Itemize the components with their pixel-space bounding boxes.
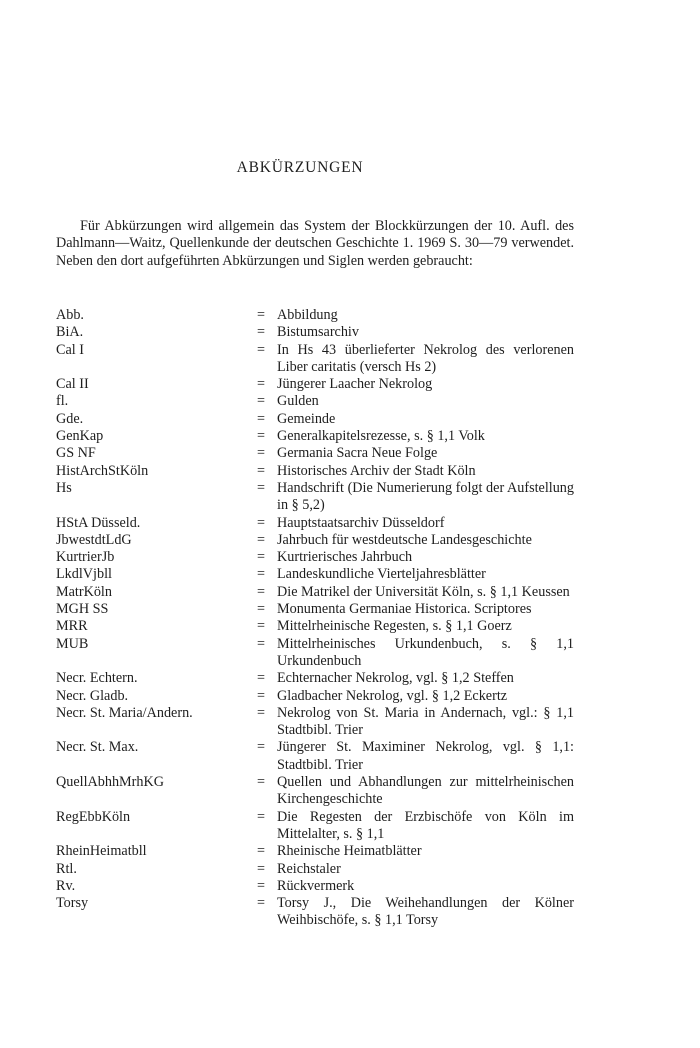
abbreviation-term: Cal I (56, 341, 84, 358)
equals-sign: = (257, 531, 266, 548)
equals-sign: = (257, 808, 266, 825)
equals-sign: = (257, 877, 266, 894)
abbreviation-term: MUB (56, 635, 89, 652)
abbreviation-term: GS NF (56, 445, 96, 462)
abbreviation-term: Abb. (56, 307, 84, 323)
abbreviation-term: Necr. Gladb. (56, 687, 129, 704)
abbreviation-definition: Mittelrheinische Regesten, s. § 1,1 Goerz (277, 618, 512, 635)
abbreviation-term: LkdlVjbll (56, 566, 112, 583)
abbreviation-term: Hs (56, 479, 72, 496)
abbreviation-definition: Gladbacher Nekrolog, vgl. § 1,2 Eckertz (277, 687, 508, 704)
equals-sign: = (257, 895, 266, 912)
list-item (56, 463, 574, 480)
list-item (56, 601, 574, 618)
list-item (56, 688, 574, 705)
equals-sign: = (257, 601, 266, 618)
equals-sign: = (257, 704, 266, 721)
abbreviation-definition: Monumenta Germaniae Historica. Scriptores (277, 601, 532, 618)
abbreviation-term: Necr. St. Max. (56, 739, 139, 756)
abbreviation-term: Necr. Echtern. (56, 670, 138, 687)
equals-sign: = (257, 739, 266, 756)
abbreviation-term: QuellAbhhMrhKG (56, 774, 164, 791)
list-item (56, 376, 574, 393)
equals-sign: = (257, 324, 266, 341)
list-item (56, 878, 574, 895)
abbreviation-term: MRR (56, 618, 88, 635)
abbreviation-definition: Handschrift (Die Numerierung folgt der Aufstellung in § 5,2) (277, 479, 574, 514)
equals-sign: = (257, 618, 266, 635)
abbreviation-definition: Gemeinde (277, 410, 336, 427)
equals-sign: = (257, 687, 266, 704)
list-item (56, 445, 574, 462)
equals-sign: = (257, 376, 266, 393)
abbreviation-term: Rtl. (56, 860, 77, 877)
list-item (56, 342, 574, 377)
abbreviation-term: Rv. (56, 877, 76, 894)
list-item (56, 307, 574, 324)
equals-sign: = (257, 843, 266, 860)
list-item (56, 532, 574, 549)
abbreviation-term: Gde. (56, 410, 84, 427)
list-item (56, 584, 574, 601)
abbreviation-term: JbwestdtLdG (56, 531, 132, 548)
equals-sign: = (257, 635, 266, 652)
abbreviation-definition: Die Regesten der Erzbischöfe von Köln im Mittelalter, s. § 1,1 (277, 808, 574, 842)
abbreviation-definition: Jüngerer St. Maximiner Nekrolog, vgl. § 1,1: Stadtbibl. Trier (277, 739, 574, 773)
equals-sign: = (257, 428, 266, 445)
equals-sign: = (257, 583, 266, 600)
abbreviation-definition: Generalkapitelsrezesse, s. § 1,1 Volk (277, 428, 485, 445)
abbreviation-definition: Kurtrierisches Jahrbuch (277, 549, 413, 566)
abbreviation-term: KurtrierJb (56, 549, 115, 566)
abbreviation-term: Torsy (56, 895, 89, 912)
abbreviation-definition: Jüngerer Laacher Nekrolog (277, 376, 433, 393)
equals-sign: = (257, 549, 266, 566)
abbreviation-definition: Quellen und Abhandlungen zur mittelrheinischen Kirchengeschichte (277, 774, 574, 808)
list-item (56, 670, 574, 687)
list-item (56, 636, 574, 671)
equals-sign: = (257, 670, 266, 687)
equals-sign: = (257, 514, 266, 531)
equals-sign: = (257, 445, 266, 462)
abbreviation-term: RegEbbKöln (56, 808, 131, 825)
abbreviation-list (56, 307, 574, 930)
abbreviation-term: GenKap (56, 428, 104, 445)
list-item (56, 809, 574, 844)
abbreviation-definition: In Hs 43 überlieferter Nekrolog des verlorenen Liber caritatis (versch Hs 2) (277, 341, 574, 375)
abbreviation-definition: Abbildung (277, 307, 338, 323)
abbreviation-term: MatrKöln (56, 583, 112, 600)
equals-sign: = (257, 774, 266, 791)
equals-sign: = (257, 307, 266, 323)
list-item (56, 618, 574, 635)
abbreviation-term: BiA. (56, 324, 84, 341)
list-item (56, 739, 574, 774)
abbreviation-definition: Historisches Archiv der Stadt Köln (277, 462, 476, 479)
list-item (56, 549, 574, 566)
list-item (56, 411, 574, 428)
abbreviation-definition: Die Matrikel der Universität Köln, s. § 1,1 Keussen (277, 583, 570, 600)
list-item (56, 566, 574, 583)
abbreviation-definition: Landeskundliche Vierteljahresblätter (277, 566, 486, 583)
abbreviation-term: RheinHeimatbll (56, 843, 147, 860)
abbreviation-definition: Mittelrheinisches Urkundenbuch, s. § 1,1 Urkundenbuch (277, 635, 574, 669)
list-item (56, 774, 574, 809)
equals-sign: = (257, 393, 266, 410)
abbreviation-definition: Rheinische Heimatblätter (277, 843, 422, 860)
abbreviation-term: HistArchStKöln (56, 462, 149, 479)
list-item (56, 393, 574, 410)
abbreviation-term: HStA Düsseld. (56, 514, 141, 531)
list-item (56, 428, 574, 445)
abbreviation-definition: Bistumsarchiv (277, 324, 359, 341)
abbreviation-definition: Jahrbuch für westdeutsche Landesgeschichte (277, 531, 532, 548)
abbreviation-definition: Rückvermerk (277, 877, 355, 894)
abbreviation-term: Necr. St. Maria/Andern. (56, 704, 193, 721)
list-item (56, 843, 574, 860)
list-item (56, 705, 574, 740)
abbreviation-definition: Torsy J., Die Weihehandlungen der Kölner Weihbischöfe, s. § 1,1 Torsy (277, 895, 574, 929)
equals-sign: = (257, 341, 266, 358)
list-item (56, 515, 574, 532)
equals-sign: = (257, 410, 266, 427)
abbreviation-definition: Gulden (277, 393, 319, 410)
equals-sign: = (257, 566, 266, 583)
abbreviation-term: fl. (56, 393, 69, 410)
abbreviation-term: MGH SS (56, 601, 109, 618)
equals-sign: = (257, 479, 266, 496)
list-item (56, 480, 574, 515)
intro-paragraph: Für Abkürzungen wird allgemein das System der Blockkürzungen der 10. Aufl. des Dahlmann—Waitz, Quellenkunde der deutschen Geschichte 1. 1969 S. 30—79 verwendet. Neben den dort aufgeführten Abkürzungen und Siglen werden gebraucht: (56, 218, 574, 269)
list-item (56, 895, 574, 930)
abbreviation-definition: Nekrolog von St. Maria in Andernach, vgl.: § 1,1 Stadtbibl. Trier (277, 704, 574, 739)
abbreviation-definition: Hauptstaatsarchiv Düsseldorf (277, 514, 445, 531)
equals-sign: = (257, 462, 266, 479)
list-item (56, 324, 574, 341)
abbreviation-term: Cal II (56, 376, 89, 393)
equals-sign: = (257, 860, 266, 877)
abbreviation-definition: Echternacher Nekrolog, vgl. § 1,2 Steffen (277, 670, 514, 687)
abbreviation-definition: Germania Sacra Neue Folge (277, 445, 438, 462)
page-title: ABKÜRZUNGEN (236, 159, 364, 176)
abbreviation-definition: Reichstaler (277, 860, 341, 877)
list-item (56, 861, 574, 878)
